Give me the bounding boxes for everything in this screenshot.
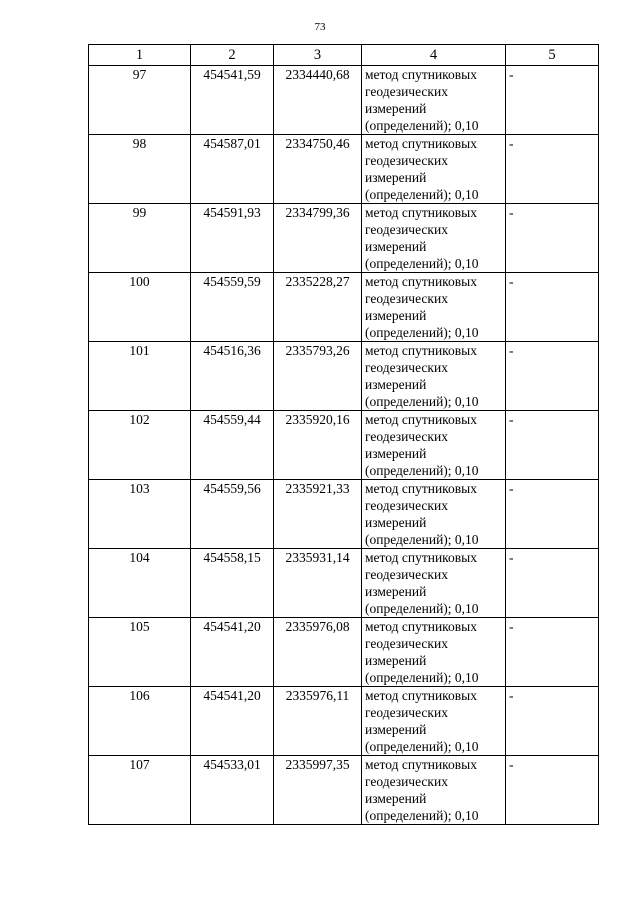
point-number-cell: 99 xyxy=(89,204,191,273)
y-coordinate-cell: 2335976,08 xyxy=(274,618,362,687)
method-text-line: измерений xyxy=(365,446,427,461)
method-text-line: (определений); 0,10 xyxy=(365,325,479,340)
y-coordinate-cell: 2334440,68 xyxy=(274,66,362,135)
method-text-line: метод спутниковых xyxy=(365,550,477,565)
method-text-line: метод спутниковых xyxy=(365,67,477,82)
note-cell: - xyxy=(506,135,599,204)
note-cell: - xyxy=(506,480,599,549)
y-coordinate-cell: 2334750,46 xyxy=(274,135,362,204)
method-text-line: (определений); 0,10 xyxy=(365,256,479,271)
method-text-line: метод спутниковых xyxy=(365,619,477,634)
y-coordinate-cell: 2335793,26 xyxy=(274,342,362,411)
x-coordinate-cell: 454587,01 xyxy=(191,135,274,204)
method-text-line: (определений); 0,10 xyxy=(365,739,479,754)
method-text-line: метод спутниковых xyxy=(365,274,477,289)
y-coordinate-cell: 2335976,11 xyxy=(274,687,362,756)
table-row xyxy=(89,756,599,825)
note-cell: - xyxy=(506,549,599,618)
method-text-line: геодезических xyxy=(365,774,448,789)
method-text-line: метод спутниковых xyxy=(365,343,477,358)
method-text-line: измерений xyxy=(365,308,427,323)
method-text-line: метод спутниковых xyxy=(365,136,477,151)
method-text-line: (определений); 0,10 xyxy=(365,670,479,685)
table-header-row xyxy=(89,45,599,66)
note-cell: - xyxy=(506,411,599,480)
x-coordinate-cell: 454541,20 xyxy=(191,687,274,756)
x-coordinate-cell: 454541,59 xyxy=(191,66,274,135)
note-cell: - xyxy=(506,273,599,342)
point-number-cell: 102 xyxy=(89,411,191,480)
method-cell xyxy=(362,756,506,825)
method-text-line: измерений xyxy=(365,101,427,116)
method-text-line: метод спутниковых xyxy=(365,205,477,220)
x-coordinate-cell: 454559,44 xyxy=(191,411,274,480)
x-coordinate-cell: 454559,59 xyxy=(191,273,274,342)
method-text-line: (определений); 0,10 xyxy=(365,808,479,823)
method-text-line: измерений xyxy=(365,653,427,668)
note-cell: - xyxy=(506,618,599,687)
table-body xyxy=(89,66,599,825)
method-text-line: геодезических xyxy=(365,636,448,651)
method-cell xyxy=(362,549,506,618)
point-number-cell: 97 xyxy=(89,66,191,135)
method-text-line: геодезических xyxy=(365,360,448,375)
method-text-line: измерений xyxy=(365,584,427,599)
point-number-cell: 101 xyxy=(89,342,191,411)
point-number-cell: 105 xyxy=(89,618,191,687)
y-coordinate-cell: 2335921,33 xyxy=(274,480,362,549)
method-text-line: геодезических xyxy=(365,291,448,306)
point-number-cell: 104 xyxy=(89,549,191,618)
method-cell xyxy=(362,687,506,756)
x-coordinate-cell: 454541,20 xyxy=(191,618,274,687)
coordinates-table xyxy=(88,44,599,825)
method-text-line: геодезических xyxy=(365,705,448,720)
x-coordinate-cell: 454559,56 xyxy=(191,480,274,549)
method-text-line: измерений xyxy=(365,722,427,737)
method-text-line: геодезических xyxy=(365,567,448,582)
method-cell xyxy=(362,342,506,411)
note-cell: - xyxy=(506,66,599,135)
page-number: 73 xyxy=(314,21,326,33)
method-text-line: измерений xyxy=(365,170,427,185)
method-text-line: геодезических xyxy=(365,153,448,168)
header-col-4: 4 xyxy=(362,45,506,66)
point-number-cell: 103 xyxy=(89,480,191,549)
table-row xyxy=(89,66,599,135)
note-cell: - xyxy=(506,756,599,825)
table-row xyxy=(89,618,599,687)
note-cell: - xyxy=(506,342,599,411)
method-text-line: геодезических xyxy=(365,84,448,99)
y-coordinate-cell: 2335931,14 xyxy=(274,549,362,618)
method-cell xyxy=(362,273,506,342)
method-cell xyxy=(362,618,506,687)
y-coordinate-cell: 2335228,27 xyxy=(274,273,362,342)
table-row xyxy=(89,204,599,273)
note-cell: - xyxy=(506,687,599,756)
x-coordinate-cell: 454558,15 xyxy=(191,549,274,618)
x-coordinate-cell: 454533,01 xyxy=(191,756,274,825)
x-coordinate-cell: 454591,93 xyxy=(191,204,274,273)
table-row xyxy=(89,549,599,618)
table-row xyxy=(89,480,599,549)
header-col-2: 2 xyxy=(191,45,274,66)
y-coordinate-cell: 2335920,16 xyxy=(274,411,362,480)
method-cell xyxy=(362,66,506,135)
method-cell xyxy=(362,411,506,480)
method-text-line: (определений); 0,10 xyxy=(365,532,479,547)
method-text-line: геодезических xyxy=(365,498,448,513)
method-text-line: метод спутниковых xyxy=(365,481,477,496)
method-text-line: метод спутниковых xyxy=(365,688,477,703)
method-text-line: (определений); 0,10 xyxy=(365,118,479,133)
method-text-line: (определений); 0,10 xyxy=(365,187,479,202)
method-cell xyxy=(362,135,506,204)
method-text-line: метод спутниковых xyxy=(365,757,477,772)
point-number-cell: 100 xyxy=(89,273,191,342)
y-coordinate-cell: 2335997,35 xyxy=(274,756,362,825)
method-cell xyxy=(362,204,506,273)
note-cell: - xyxy=(506,204,599,273)
x-coordinate-cell: 454516,36 xyxy=(191,342,274,411)
method-text-line: измерений xyxy=(365,377,427,392)
table-row xyxy=(89,411,599,480)
table-row xyxy=(89,687,599,756)
y-coordinate-cell: 2334799,36 xyxy=(274,204,362,273)
method-text-line: геодезических xyxy=(365,222,448,237)
method-text-line: (определений); 0,10 xyxy=(365,394,479,409)
method-text-line: (определений); 0,10 xyxy=(365,463,479,478)
table-row xyxy=(89,135,599,204)
header-col-5: 5 xyxy=(506,45,599,66)
method-text-line: измерений xyxy=(365,791,427,806)
method-text-line: (определений); 0,10 xyxy=(365,601,479,616)
table-row xyxy=(89,342,599,411)
header-col-1: 1 xyxy=(89,45,191,66)
table-row xyxy=(89,273,599,342)
method-text-line: геодезических xyxy=(365,429,448,444)
point-number-cell: 107 xyxy=(89,756,191,825)
method-text-line: метод спутниковых xyxy=(365,412,477,427)
method-cell xyxy=(362,480,506,549)
point-number-cell: 98 xyxy=(89,135,191,204)
method-text-line: измерений xyxy=(365,239,427,254)
point-number-cell: 106 xyxy=(89,687,191,756)
method-text-line: измерений xyxy=(365,515,427,530)
header-col-3: 3 xyxy=(274,45,362,66)
